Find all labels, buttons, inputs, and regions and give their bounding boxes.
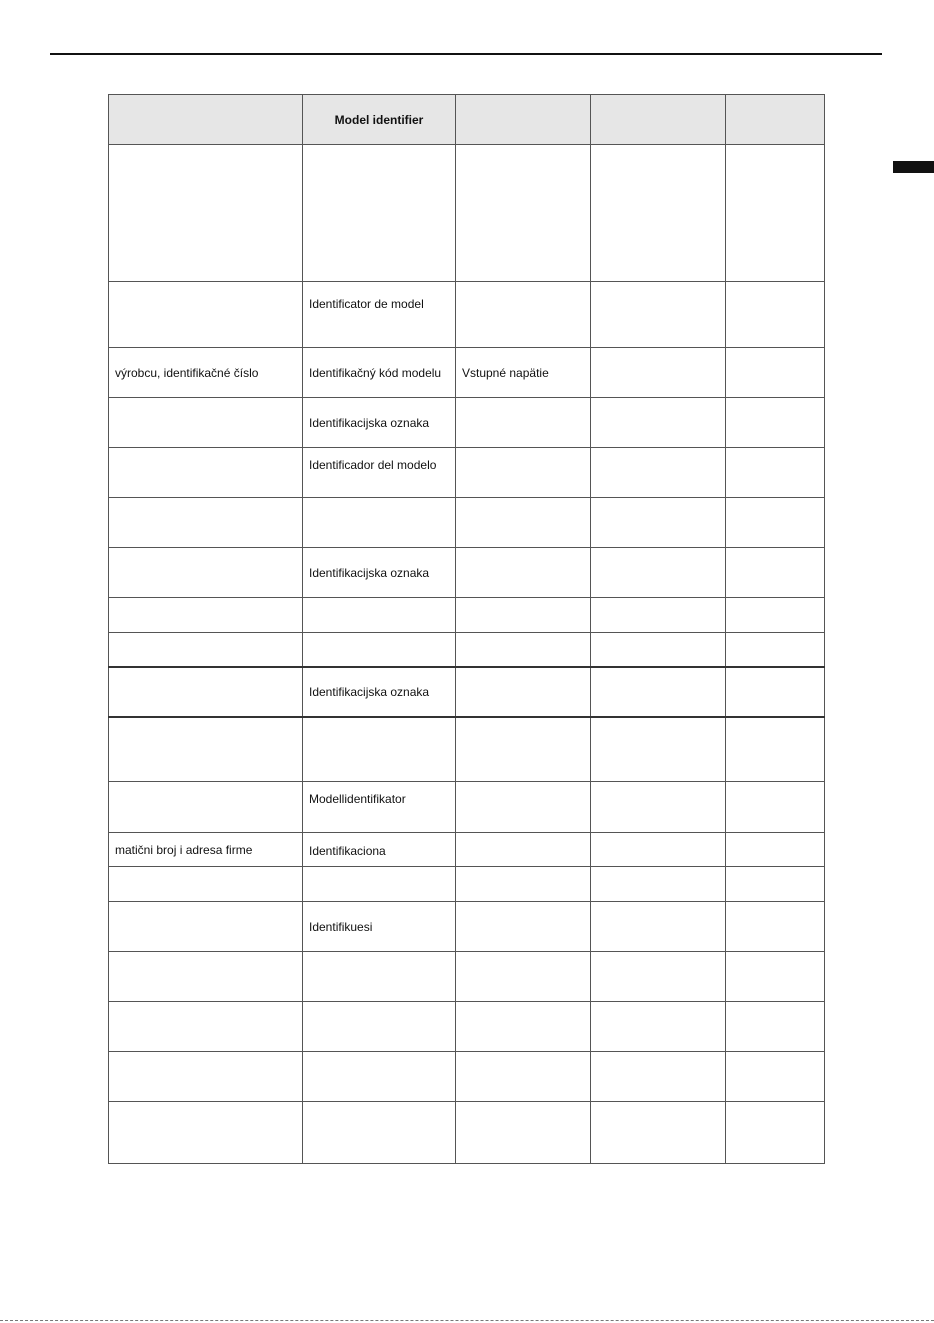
table-row [109,633,825,667]
cell [456,952,591,1002]
table-row [109,902,825,952]
cell [726,717,825,782]
cell [303,717,456,782]
cell [591,1002,726,1052]
table-row [109,398,825,448]
cell: výrobcu, identifikačné číslo [109,348,303,398]
cell [726,145,825,282]
cell [456,1052,591,1102]
cell [591,548,726,598]
cell [591,448,726,498]
cell [456,782,591,833]
cell [456,633,591,667]
cell [303,1002,456,1052]
cell [303,598,456,633]
cell [109,598,303,633]
cell [303,145,456,282]
cell [726,1102,825,1164]
cell [726,548,825,598]
cell [109,498,303,548]
header-cell-4 [591,95,726,145]
table-row [109,717,825,782]
cell [591,348,726,398]
table-row [109,833,825,867]
cell [591,398,726,448]
cell [456,667,591,717]
cell [591,145,726,282]
cell [456,598,591,633]
table-row [109,598,825,633]
cell [456,548,591,598]
cell [109,448,303,498]
cell [109,952,303,1002]
cell [456,145,591,282]
cell [456,833,591,867]
cell [591,1102,726,1164]
cell [591,952,726,1002]
table-row [109,867,825,902]
cell [726,867,825,902]
cell [591,867,726,902]
cell [591,717,726,782]
table-row [109,1052,825,1102]
cell [303,867,456,902]
spec-table [108,94,825,1164]
header-cell-3 [456,95,591,145]
page-bottom-rule [0,1320,934,1321]
table-row [109,952,825,1002]
cell: Identifikacijska oznaka [303,398,456,448]
cell: Vstupné napätie [456,348,591,398]
cell [303,1102,456,1164]
cell [726,282,825,348]
header-rule [50,53,882,55]
header-cell-model-identifier: Model identifier [303,95,456,145]
cell [726,598,825,633]
cell [456,717,591,782]
cell [591,1052,726,1102]
cell [726,952,825,1002]
cell [109,282,303,348]
cell [456,902,591,952]
cell [456,498,591,548]
table-row [109,782,825,833]
cell [726,633,825,667]
table-row [109,348,825,398]
cell: matični broj i adresa firme [109,833,303,867]
cell [726,782,825,833]
cell [591,282,726,348]
cell [109,1002,303,1052]
cell [456,1102,591,1164]
cell [591,782,726,833]
cell [726,348,825,398]
cell [726,833,825,867]
cell [303,952,456,1002]
cell [109,1102,303,1164]
cell: Modellidentifikator [303,782,456,833]
cell [591,598,726,633]
cell [109,902,303,952]
table-row [109,448,825,498]
header-cell-5 [726,95,825,145]
cell [109,145,303,282]
cell [726,398,825,448]
cell [456,398,591,448]
table-row [109,498,825,548]
table-header-row [109,95,825,145]
table-row [109,145,825,282]
cell [109,782,303,833]
cell [109,1052,303,1102]
cell [109,667,303,717]
cell [303,1052,456,1102]
cell [591,498,726,548]
cell [726,902,825,952]
cell [456,1002,591,1052]
table-row [109,1102,825,1164]
cell [726,1052,825,1102]
cell [726,448,825,498]
cell: Identifikacijska oznaka [303,548,456,598]
cell [726,1002,825,1052]
table-row [109,282,825,348]
table-row [109,667,825,717]
cell [456,282,591,348]
table-row [109,548,825,598]
cell: Identifikaciona [303,833,456,867]
cell [303,633,456,667]
cell: Identifikačný kód modelu [303,348,456,398]
header-cell-1 [109,95,303,145]
cell [591,633,726,667]
cell: Identifikuesi [303,902,456,952]
cell: Identificator de model [303,282,456,348]
cell [303,498,456,548]
cell: Identifikacijska oznaka [303,667,456,717]
cell [726,498,825,548]
cell [456,448,591,498]
cell [109,548,303,598]
cell [456,867,591,902]
cell [109,867,303,902]
table-row [109,1002,825,1052]
cell: Identificador del modelo [303,448,456,498]
cell [726,667,825,717]
language-tab-marker [893,161,934,173]
cell [591,833,726,867]
cell [109,717,303,782]
cell [109,633,303,667]
cell [591,902,726,952]
cell [591,667,726,717]
cell [109,398,303,448]
